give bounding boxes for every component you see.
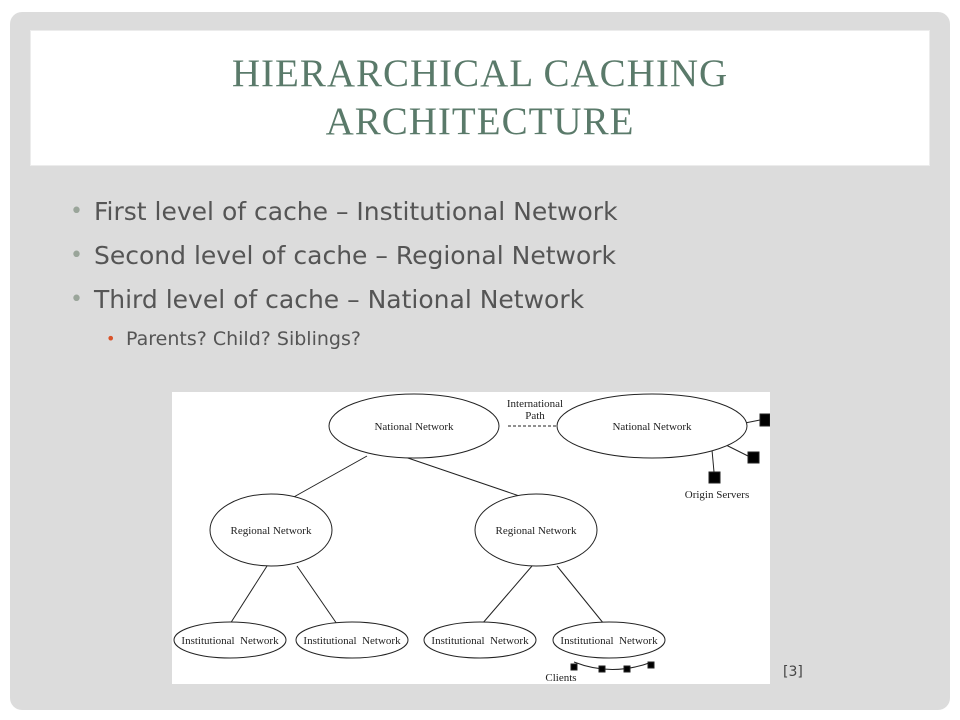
label-international-path: International [506,398,564,410]
slide-title: HIERARCHICAL CACHING ARCHITECTURE [231,52,729,143]
title-box [30,30,930,166]
label-institutional-1: Institutional Network [181,635,279,647]
bullet-list [68,190,618,356]
bullet-item [68,190,618,234]
bullet-text: Third level of cache – National Network [94,285,585,314]
label-institutional-4: Institutional Network [560,635,658,647]
label-national-right: National Network [612,421,692,433]
label-clients: Clients [545,672,577,684]
citation: [3] [783,664,803,680]
hierarchy-diagram [172,392,770,684]
edge-regional-left-inst-2 [297,566,337,624]
label-regional-left: Regional Network [230,525,312,537]
bullet-text: First level of cache – Institutional Network [94,197,618,226]
bullet-dot-icon: • [70,243,83,268]
label-international-path-2: Path [525,410,545,422]
edge-regional-right-inst-3 [482,566,532,624]
edge-origin-3 [712,450,714,472]
sub-bullet-text: Parents? Child? Siblings? [126,328,361,350]
edge-regional-right-inst-4 [557,566,604,624]
label-institutional-2: Institutional Network [303,635,401,647]
origin-server-icon [760,414,770,426]
bullet-dot-icon: • [70,287,83,312]
bullet-item [68,278,618,322]
edge-regional-left-inst-1 [230,566,267,624]
sub-bullet-item [68,322,618,356]
client-icon [571,664,577,670]
origin-server-icon [748,452,759,463]
origin-server-icon [709,472,720,483]
edge-national-regional-left [292,456,367,498]
label-origin-servers: Origin Servers [684,489,750,501]
label-regional-right: Regional Network [495,525,577,537]
label-institutional-3: Institutional Network [431,635,529,647]
client-icon [599,666,605,672]
client-icon [648,662,654,668]
bullet-text: Second level of cache – Regional Network [94,241,616,270]
bullet-item [68,234,618,278]
bullet-dot-icon: • [70,199,83,224]
client-links [574,662,652,672]
sub-bullet-dot-icon: • [106,329,116,348]
client-icon [624,666,630,672]
edge-national-regional-right [402,456,537,502]
label-national-left: National Network [374,421,454,433]
